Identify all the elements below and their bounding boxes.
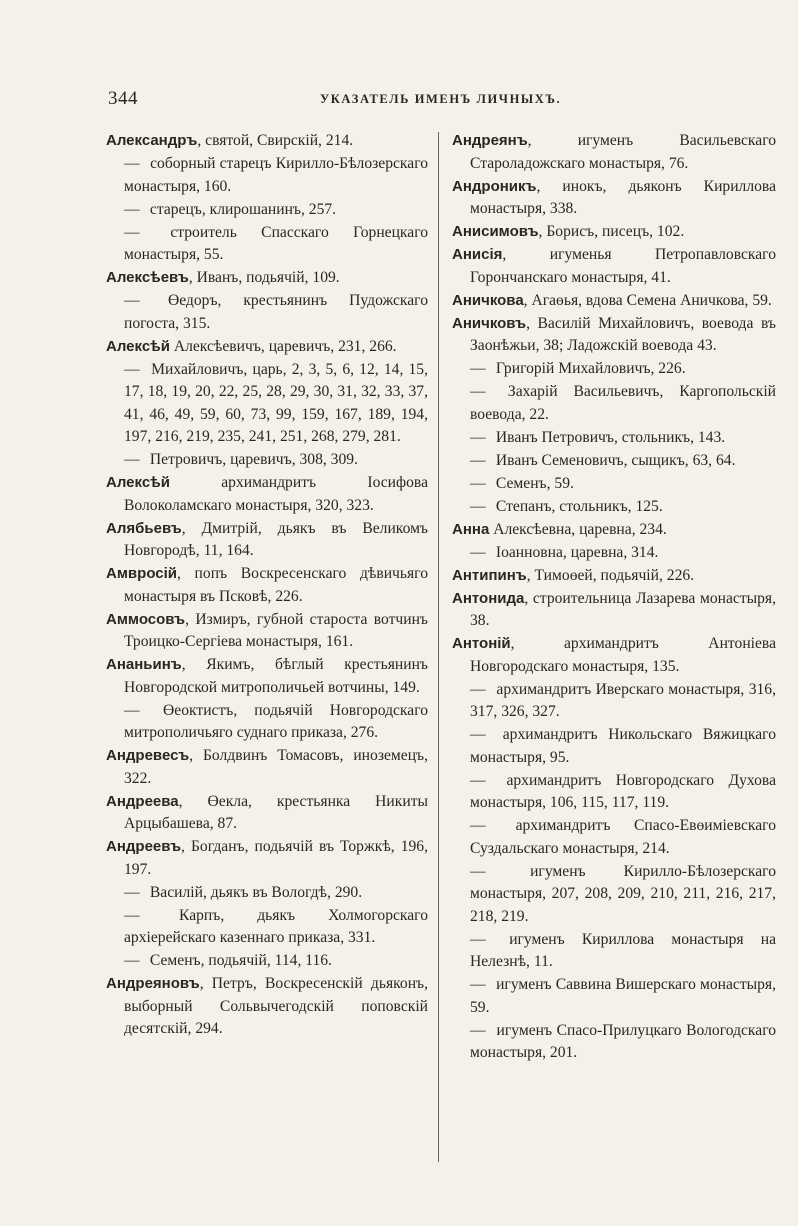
entry-text: Захарій Васильевичъ, Каргопольскій воевода, 22. [470, 383, 776, 423]
entry-dash: — [470, 726, 486, 743]
entry-dash: — [124, 451, 140, 468]
index-entry [452, 633, 776, 678]
index-subentry [452, 861, 776, 929]
entry-text: , святой, Свирскій, 214. [197, 132, 354, 149]
index-entry [106, 973, 428, 1041]
index-subentry [106, 905, 428, 950]
entry-headword: Андреянъ [452, 132, 528, 149]
index-entry [106, 563, 428, 608]
entry-text: Семенъ, 59. [492, 474, 574, 492]
entry-dash: — [470, 543, 486, 561]
entry-text: , Агаөья, вдова Семена Аничкова, 59. [523, 291, 772, 309]
entry-text: архимандритъ Никольскаго Вяжицкаго монастыря, 95. [470, 726, 776, 766]
entry-text: Василій, дьякъ въ Вологдѣ, 290. [146, 883, 363, 901]
index-subentry [452, 496, 776, 519]
index-subentry [106, 153, 428, 198]
entry-dash: — [124, 155, 140, 172]
index-subentry [106, 950, 428, 973]
index-entry [452, 565, 776, 588]
entry-dash: — [470, 428, 486, 446]
entry-headword: Андроникъ [452, 177, 537, 195]
entry-dash: — [470, 474, 486, 492]
index-entry [106, 836, 428, 881]
entry-text: архимандритъ Иверскаго монастыря, 316, 317, 326, 327. [470, 680, 776, 720]
entry-headword: Алексѣй [106, 474, 170, 491]
index-entry [452, 130, 776, 175]
entry-text: Степанъ, стольникъ, 125. [492, 497, 663, 515]
entry-dash: — [124, 952, 140, 969]
index-entry [452, 176, 776, 221]
index-entry [106, 518, 428, 563]
entry-text: архимандритъ Спасо-Евөиміевскаго Суздальскаго монастыря, 214. [470, 817, 776, 857]
index-entry [452, 290, 776, 313]
entry-headword: Анна [452, 520, 490, 538]
index-entry [106, 336, 428, 359]
entry-text: Алексѣевна, царевна, 234. [489, 520, 667, 538]
entry-dash: — [470, 817, 486, 834]
entry-text: , Измиръ, губной староста вотчинъ Троицко-Сергіева монастыря, 161. [124, 610, 428, 650]
entry-text: , Борисъ, писецъ, 102. [538, 223, 685, 240]
entry-text: Иванъ Петровичъ, стольникъ, 143. [492, 428, 726, 446]
index-entry [452, 313, 776, 358]
entry-text: , строительница Лазарева монастыря, 38. [470, 589, 776, 629]
entry-text: , Өекла, крестьянка Никиты Арцыбашева, 87. [124, 792, 428, 832]
index-subentry [106, 449, 428, 472]
entry-headword: Аничкова [452, 291, 524, 309]
index-subentry [106, 700, 428, 745]
entry-text: Григорій Михайловичъ, 226. [492, 360, 686, 377]
entry-text: , Василій Михайловичъ, воевода въ Заонѣжьи, 38; Ладожскій воевода 43. [470, 314, 776, 354]
entry-dash: — [124, 701, 140, 719]
entry-dash: — [470, 680, 486, 698]
entry-dash: — [470, 383, 486, 400]
index-subentry [452, 929, 776, 974]
index-entry [106, 267, 428, 290]
entry-headword: Александръ [106, 132, 198, 149]
entry-text: архимандритъ Новгородскаго Духова монастыря, 106, 115, 117, 119. [470, 771, 776, 811]
entry-text: Карпъ, дьякъ Холмогорскаго архіерейскаго казеннаго приказа, 331. [124, 906, 428, 946]
entry-headword: Антоній [452, 635, 511, 652]
index-subentry [452, 542, 776, 565]
entry-dash: — [124, 200, 140, 218]
entry-text: , Богданъ, подьячій въ Торжкѣ, 196, 197. [124, 838, 428, 878]
entry-text: Михайловичъ, царь, 2, 3, 5, 6, 12, 14, 15, 17, 18, 19, 20, 22, 25, 28, 29, 30, 31, 32, 33, 37, 41, 46, 49, 59, 60, 73, 99, 159, 167, 189, 194, 197, 216, 219, 235, 241, 251, 268, 279, 281. [124, 360, 428, 445]
index-subentry [106, 882, 428, 905]
index-entry [452, 244, 776, 289]
entry-headword: Антипинъ [452, 566, 527, 584]
entry-text: Іоанновна, царевна, 314. [492, 543, 659, 561]
entry-dash: — [124, 292, 140, 309]
entry-dash: — [470, 930, 486, 948]
index-subentry [106, 222, 428, 267]
entry-text: игуменъ Саввина Вишерскаго монастыря, 59. [470, 976, 776, 1016]
entry-headword: Алябьевъ [106, 519, 182, 537]
index-subentry [106, 359, 428, 449]
entry-text: , Якимъ, бѣглый крестьянинъ Новгородской митрополичьей вотчины, 149. [124, 656, 428, 696]
entry-dash: — [124, 223, 140, 241]
entry-text: , игуменъ Васильевскаго Староладожскаго монастыря, 76. [470, 132, 776, 172]
entry-headword: Алексѣевъ [106, 269, 189, 286]
entry-headword: Алексѣй [106, 337, 170, 355]
entry-text: архимандритъ Іосифова Волоколамскаго монастыря, 320, 323. [124, 474, 428, 514]
index-subentry [452, 473, 776, 496]
entry-text: Петровичъ, царевичъ, 308, 309. [146, 451, 358, 468]
entry-dash: — [124, 906, 140, 924]
entry-dash: — [124, 883, 140, 901]
index-subentry [452, 815, 776, 860]
entry-text: строитель Спасскаго Горнецкаго монастыря, 55. [124, 223, 428, 263]
index-subentry [452, 381, 776, 426]
page-header [108, 88, 706, 116]
entry-text: , Дмитрій, дьякъ въ Великомъ Новгородѣ, 11, 164. [124, 519, 428, 559]
entry-dash: — [470, 1021, 486, 1039]
entry-headword: Аммосовъ [106, 610, 186, 628]
entry-text: , Болдвинъ Томасовъ, иноземецъ, 322. [124, 747, 428, 787]
entry-dash: — [470, 862, 486, 880]
entry-text: , Тимоөей, подьячій, 226. [526, 566, 695, 584]
entry-text: , инокъ, дьяконъ Кириллова монастыря, 338. [470, 177, 776, 217]
index-subentry [452, 427, 776, 450]
index-entry [106, 745, 428, 790]
index-subentry [452, 770, 776, 815]
entry-text: , попъ Воскресенскаго дѣвичьяго монастыря въ Псковѣ, 226. [124, 565, 428, 605]
entry-text: Иванъ Семеновичъ, сыщикъ, 63, 64. [492, 451, 736, 469]
index-entry [452, 221, 776, 244]
entry-text: , архимандритъ Антоніева Новгородскаго монастыря, 135. [470, 635, 776, 675]
entry-headword: Ананьинъ [106, 656, 182, 673]
entry-headword: Андреева [106, 792, 179, 810]
index-subentry [452, 358, 776, 381]
index-entry [106, 609, 428, 654]
entry-headword: Анисимовъ [452, 223, 539, 240]
entry-text: , Петръ, Воскресенскій дьяконъ, выборный Сольвычегодскій поповскій десятскій, 294. [124, 975, 428, 1037]
entry-text: Семенъ, подьячій, 114, 116. [146, 952, 332, 969]
entry-dash: — [470, 771, 486, 789]
entry-headword: Андреевъ [106, 838, 182, 855]
entry-text: , игуменья Петропавловскаго Горончанскаго монастыря, 41. [470, 246, 776, 286]
entry-dash: — [470, 360, 486, 377]
index-entry [452, 519, 776, 542]
column-divider [438, 132, 439, 1162]
entry-dash: — [470, 976, 486, 993]
left-column [106, 130, 428, 1041]
entry-text: игуменъ Спасо-Прилуцкаго Вологодскаго монастыря, 201. [470, 1021, 776, 1061]
entry-headword: Андревесъ [106, 747, 190, 764]
entry-text: , Иванъ, подьячій, 109. [188, 269, 340, 286]
index-entry [106, 791, 428, 836]
entry-text: игуменъ Кириллова монастыря на Нелезнѣ, 11. [470, 930, 776, 970]
entry-text: соборный старецъ Кирилло-Бѣлозерскаго монастыря, 160. [124, 155, 428, 195]
index-subentry [452, 974, 776, 1019]
entry-headword: Амвросій [106, 565, 178, 582]
running-title: УКАЗАТЕЛЬ ИМЕНЪ ЛИЧНЫХЪ. [320, 92, 562, 106]
index-subentry [452, 1020, 776, 1065]
entry-text: Алексѣевичъ, царевичъ, 231, 266. [169, 337, 397, 355]
entry-headword: Антонида [452, 589, 525, 607]
index-entry [452, 588, 776, 633]
page-number: 344 [108, 88, 138, 109]
index-subentry [452, 724, 776, 769]
entry-headword: Аничковъ [452, 314, 527, 332]
index-entry [106, 472, 428, 517]
entry-headword: Анисія [452, 246, 503, 263]
entry-headword: Андреяновъ [106, 975, 200, 992]
entry-text: игуменъ Кирилло-Бѣлозерскаго монастыря, 207, 208, 209, 210, 211, 216, 217, 218, 219. [470, 862, 776, 925]
index-subentry [452, 450, 776, 473]
index-subentry [452, 679, 776, 724]
entry-text: старецъ, клирошанинъ, 257. [146, 200, 337, 218]
entry-dash: — [470, 451, 486, 469]
entry-text: Өедоръ, крестьянинъ Пудожскаго погоста, 315. [124, 292, 428, 332]
index-entry [106, 130, 428, 153]
entry-text: Өеоктистъ, подьячій Новгородскаго митрополичьяго суднаго приказа, 276. [124, 701, 428, 741]
index-subentry [106, 290, 428, 335]
entry-dash: — [470, 497, 486, 515]
index-subentry [106, 199, 428, 222]
index-entry [106, 654, 428, 699]
entry-dash: — [124, 360, 140, 378]
right-column [452, 130, 776, 1065]
